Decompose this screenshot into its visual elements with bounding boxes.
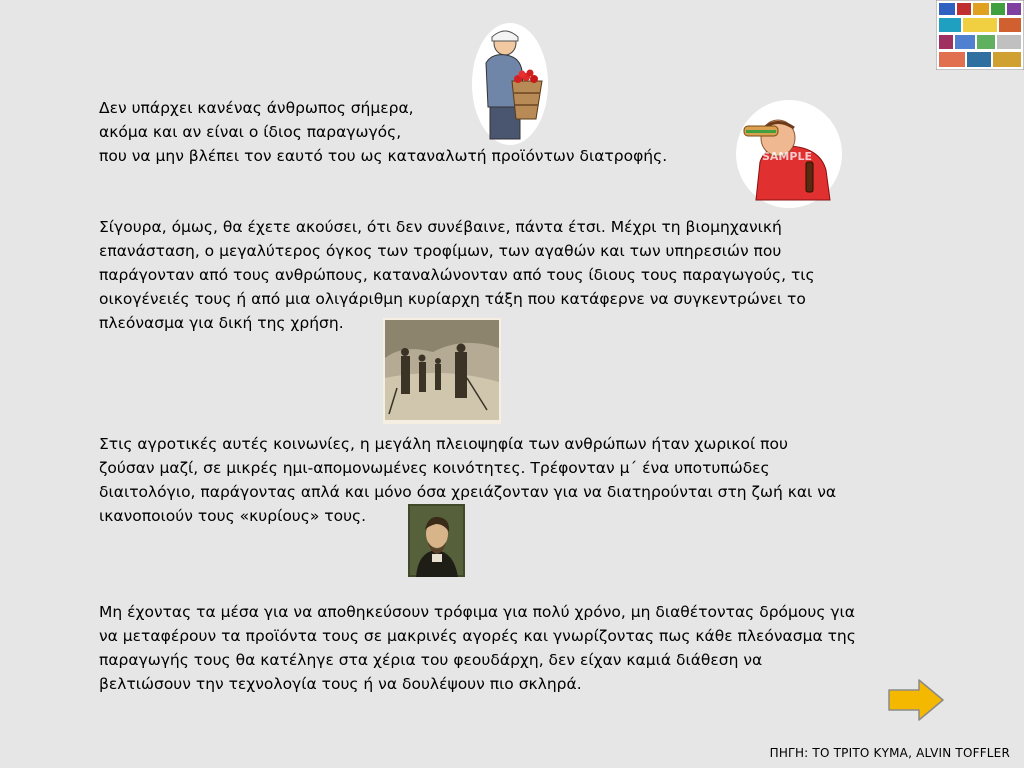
text-line: Δεν υπάρχει κανένας άνθρωπος σήμερα, bbox=[99, 99, 414, 117]
text-line: Σίγουρα, όμως, θα έχετε ακούσει, ότι δεν συνέβαινε, πάντα έτσι. Μέχρι τη βιομηχανική bbox=[99, 218, 782, 236]
portrait-image bbox=[408, 504, 465, 577]
sample-watermark: SAMPLE bbox=[762, 150, 812, 163]
source-citation: ΠΗΓΗ: ΤΟ ΤΡΙΤΟ ΚΥΜΑ, ALVIN TOFFLER bbox=[769, 746, 1010, 760]
history-paragraph bbox=[99, 215, 815, 335]
text-line: βελτιώσουν την τεχνολογία τους ή να δουλέψουν πιο σκληρά. bbox=[99, 675, 582, 693]
text-line: παραγωγής τους θα κατέληγε στα χέρια του φεουδάρχη, δεν είχαν καμιά διάθεση να bbox=[99, 651, 763, 669]
intro-paragraph bbox=[99, 96, 667, 168]
storage-paragraph bbox=[99, 600, 856, 696]
collage-logo-image bbox=[936, 0, 1024, 70]
text-line: πλεόνασμα για δική της χρήση. bbox=[99, 314, 344, 332]
text-line: που να μην βλέπει τον εαυτό του ως καταναλωτή προϊόντων διατροφής. bbox=[99, 147, 668, 165]
right-arrow-icon bbox=[889, 680, 943, 720]
text-line: ικανοποιούν τους «κυρίους» τους. bbox=[99, 507, 367, 525]
text-line: Μη έχοντας τα μέσα για να αποθηκεύσουν τρόφιμα για πολύ χρόνο, μη διαθέτοντας δρόμους για bbox=[99, 603, 855, 621]
agrarian-society-paragraph bbox=[99, 432, 836, 528]
text-line: παράγονταν από τους ανθρώπους, καταναλώνονταν από τους ίδιους τους παραγωγούς, τις bbox=[99, 266, 815, 284]
peasants-photo-image bbox=[383, 318, 501, 424]
next-slide-button[interactable] bbox=[886, 677, 946, 723]
text-line: διαιτολόγιο, παράγοντας απλά και μόνο όσα χρειάζονταν για να διατηρούνται στη ζωή και να bbox=[99, 483, 837, 501]
text-line: επανάσταση, ο μεγαλύτερος όγκος των τροφίμων, των αγαθών και των υπηρεσιών που bbox=[99, 242, 782, 260]
text-line: ακόμα και αν είναι ο ίδιος παραγωγός, bbox=[99, 123, 402, 141]
text-line: να μεταφέρουν τα προϊόντα τους σε μακρινές αγορές και γνωρίζοντας πως κάθε πλεόνασμα της bbox=[99, 627, 856, 645]
text-line: οικογένειές τους ή από μια ολιγάριθμη κυρίαρχη τάξη που κατάφερνε να συγκεντρώνει το bbox=[99, 290, 806, 308]
text-line: ζούσαν μαζί, σε μικρές ημι-απομονωμένες κοινότητες. Τρέφονταν μ΄ ένα υποτυπώδες bbox=[99, 459, 770, 477]
farmer-clipart-image bbox=[472, 23, 548, 145]
text-line: Στις αγροτικές αυτές κοινωνίες, η μεγάλη πλειοψηφία των ανθρώπων ήταν χωρικοί που bbox=[99, 435, 788, 453]
eating-man-clipart-image bbox=[736, 100, 842, 208]
